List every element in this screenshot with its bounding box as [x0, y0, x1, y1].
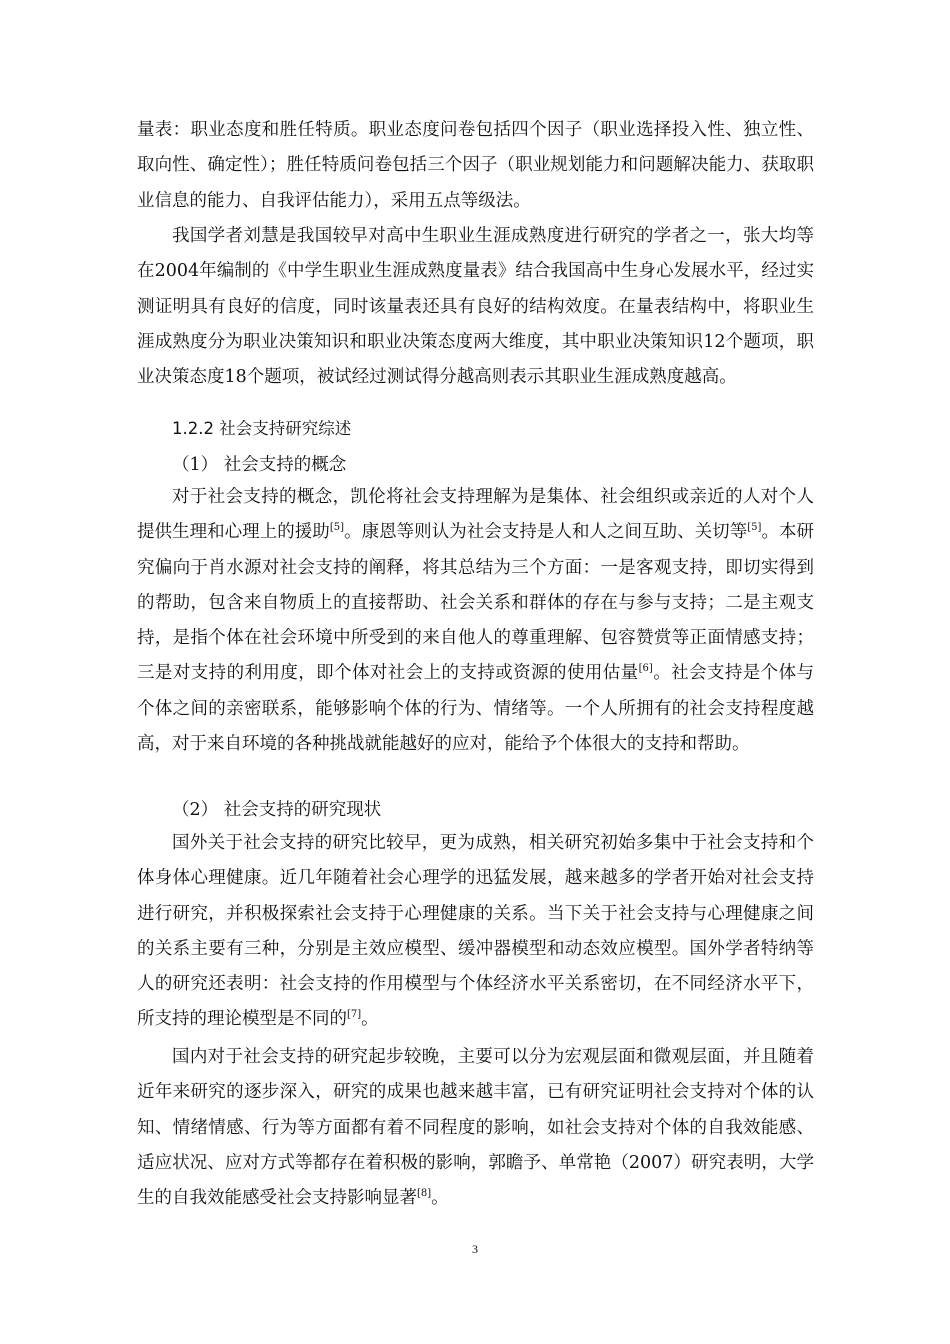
citation-ref: [5] [747, 522, 762, 534]
text-run: 国外关于社会支持的研究比较早，更为成熟，相关研究初始多集中于社会支持和个体身体心理健康。近几年随着社会心理学的迅猛发展，越来越多的学者开始对社会支持进行研究，并积极探索社会支持于心理健康的关系。当下关于社会支持与心理健康之间的关系主要有三种，分别是主效应模型、缓冲器模型和动态效应模型。国外学者特纳等人的研究还表明：社会支持的作用模型与个体经济水平关系密切，在不同经济水平下，所支持的理论模型是不同的 [137, 833, 814, 1030]
paragraph-domestic-research [137, 1040, 814, 1216]
citation-ref: [6] [638, 663, 653, 675]
text-run: 。本研究偏向于肖水源对社会支持的阐释，将其总结为三个方面：一是客观支持，即切实得到的帮助，包含来自物质上的直接帮助、社会关系和群体的存在与参与支持；二是主观支持，是指个体在社会环境中所受到的来自他人的尊重理解、包容赞赏等正面情感支持；三是对支持的利用度，即个体对社会上的支持或资源的使用估量 [137, 522, 815, 684]
paragraph-career-attitude-scale: 量表：职业态度和胜任特质。职业态度问卷包括四个因子（职业选择投入性、独立性、取向性、确定性）；胜任特质问卷包括三个因子（职业规划能力和问题解决能力、获取职业信息的能力、自我评估能力），采用五点等级法。 [137, 120, 814, 211]
text-run: 。 [361, 1009, 379, 1030]
paragraph-social-support-concept [137, 480, 814, 762]
text-run: 。 [431, 1188, 449, 1209]
page-number: 3 [472, 1242, 478, 1256]
citation-ref: [5] [329, 522, 345, 534]
subheading-research-status: （2） 社会支持的研究现状 [172, 800, 382, 820]
text-run: 。康恩等则认为社会支持是人和人之间互助、关切等 [344, 522, 748, 543]
citation-ref: [8] [417, 1188, 432, 1200]
paragraph-liu-hui-scale: 我国学者刘慧是我国较早对高中生职业生涯成熟度进行研究的学者之一，张大均等在2004年编制的《中学生职业生涯成熟度量表》结合我国高中生身心发展水平，经过实测证明具有良好的信度，同时该量表还具有良好的结构效度。在量表结构中，将职业生涯成熟度分为职业决策知识和职业决策态度两大维度，其中职业决策知识12个题项，职业决策态度18个题项，被试经过测试得分越高则表示其职业生涯成熟度越高。 [137, 226, 814, 388]
section-heading-1-2-2: 1.2.2 社会支持研究综述 [172, 419, 352, 438]
text-run: 国内对于社会支持的研究起步较晚，主要可以分为宏观层面和微观层面，并且随着近年来研究的逐步深入，研究的成果也越来越丰富，已有研究证明社会支持对个体的认知、情绪情感、行为等方面都有着不同程度的影响，如社会支持对个体的自我效能感、适应状况、应对方式等都存在着积极的影响，郭瞻予、单常艳（2007）研究表明，大学生的自我效能感受社会支持影响显著 [137, 1047, 814, 1209]
subheading-social-support-concept: （1） 社会支持的概念 [172, 455, 347, 475]
text-run: 对于社会支持的概念，凯伦将社会支持理解为是集体、社会组织或亲近的人对个人提供生理和心理上的援助 [137, 487, 814, 543]
paragraph-foreign-research [137, 826, 814, 1038]
text-run: 。社会支持是个体与个体之间的亲密联系，能够影响个体的行为、情绪等。一个人所拥有的社会支持程度越高，对于来自环境的各种挑战就能越好的应对，能给予个体很大的支持和帮助。 [137, 663, 815, 755]
citation-ref: [7] [347, 1009, 362, 1021]
